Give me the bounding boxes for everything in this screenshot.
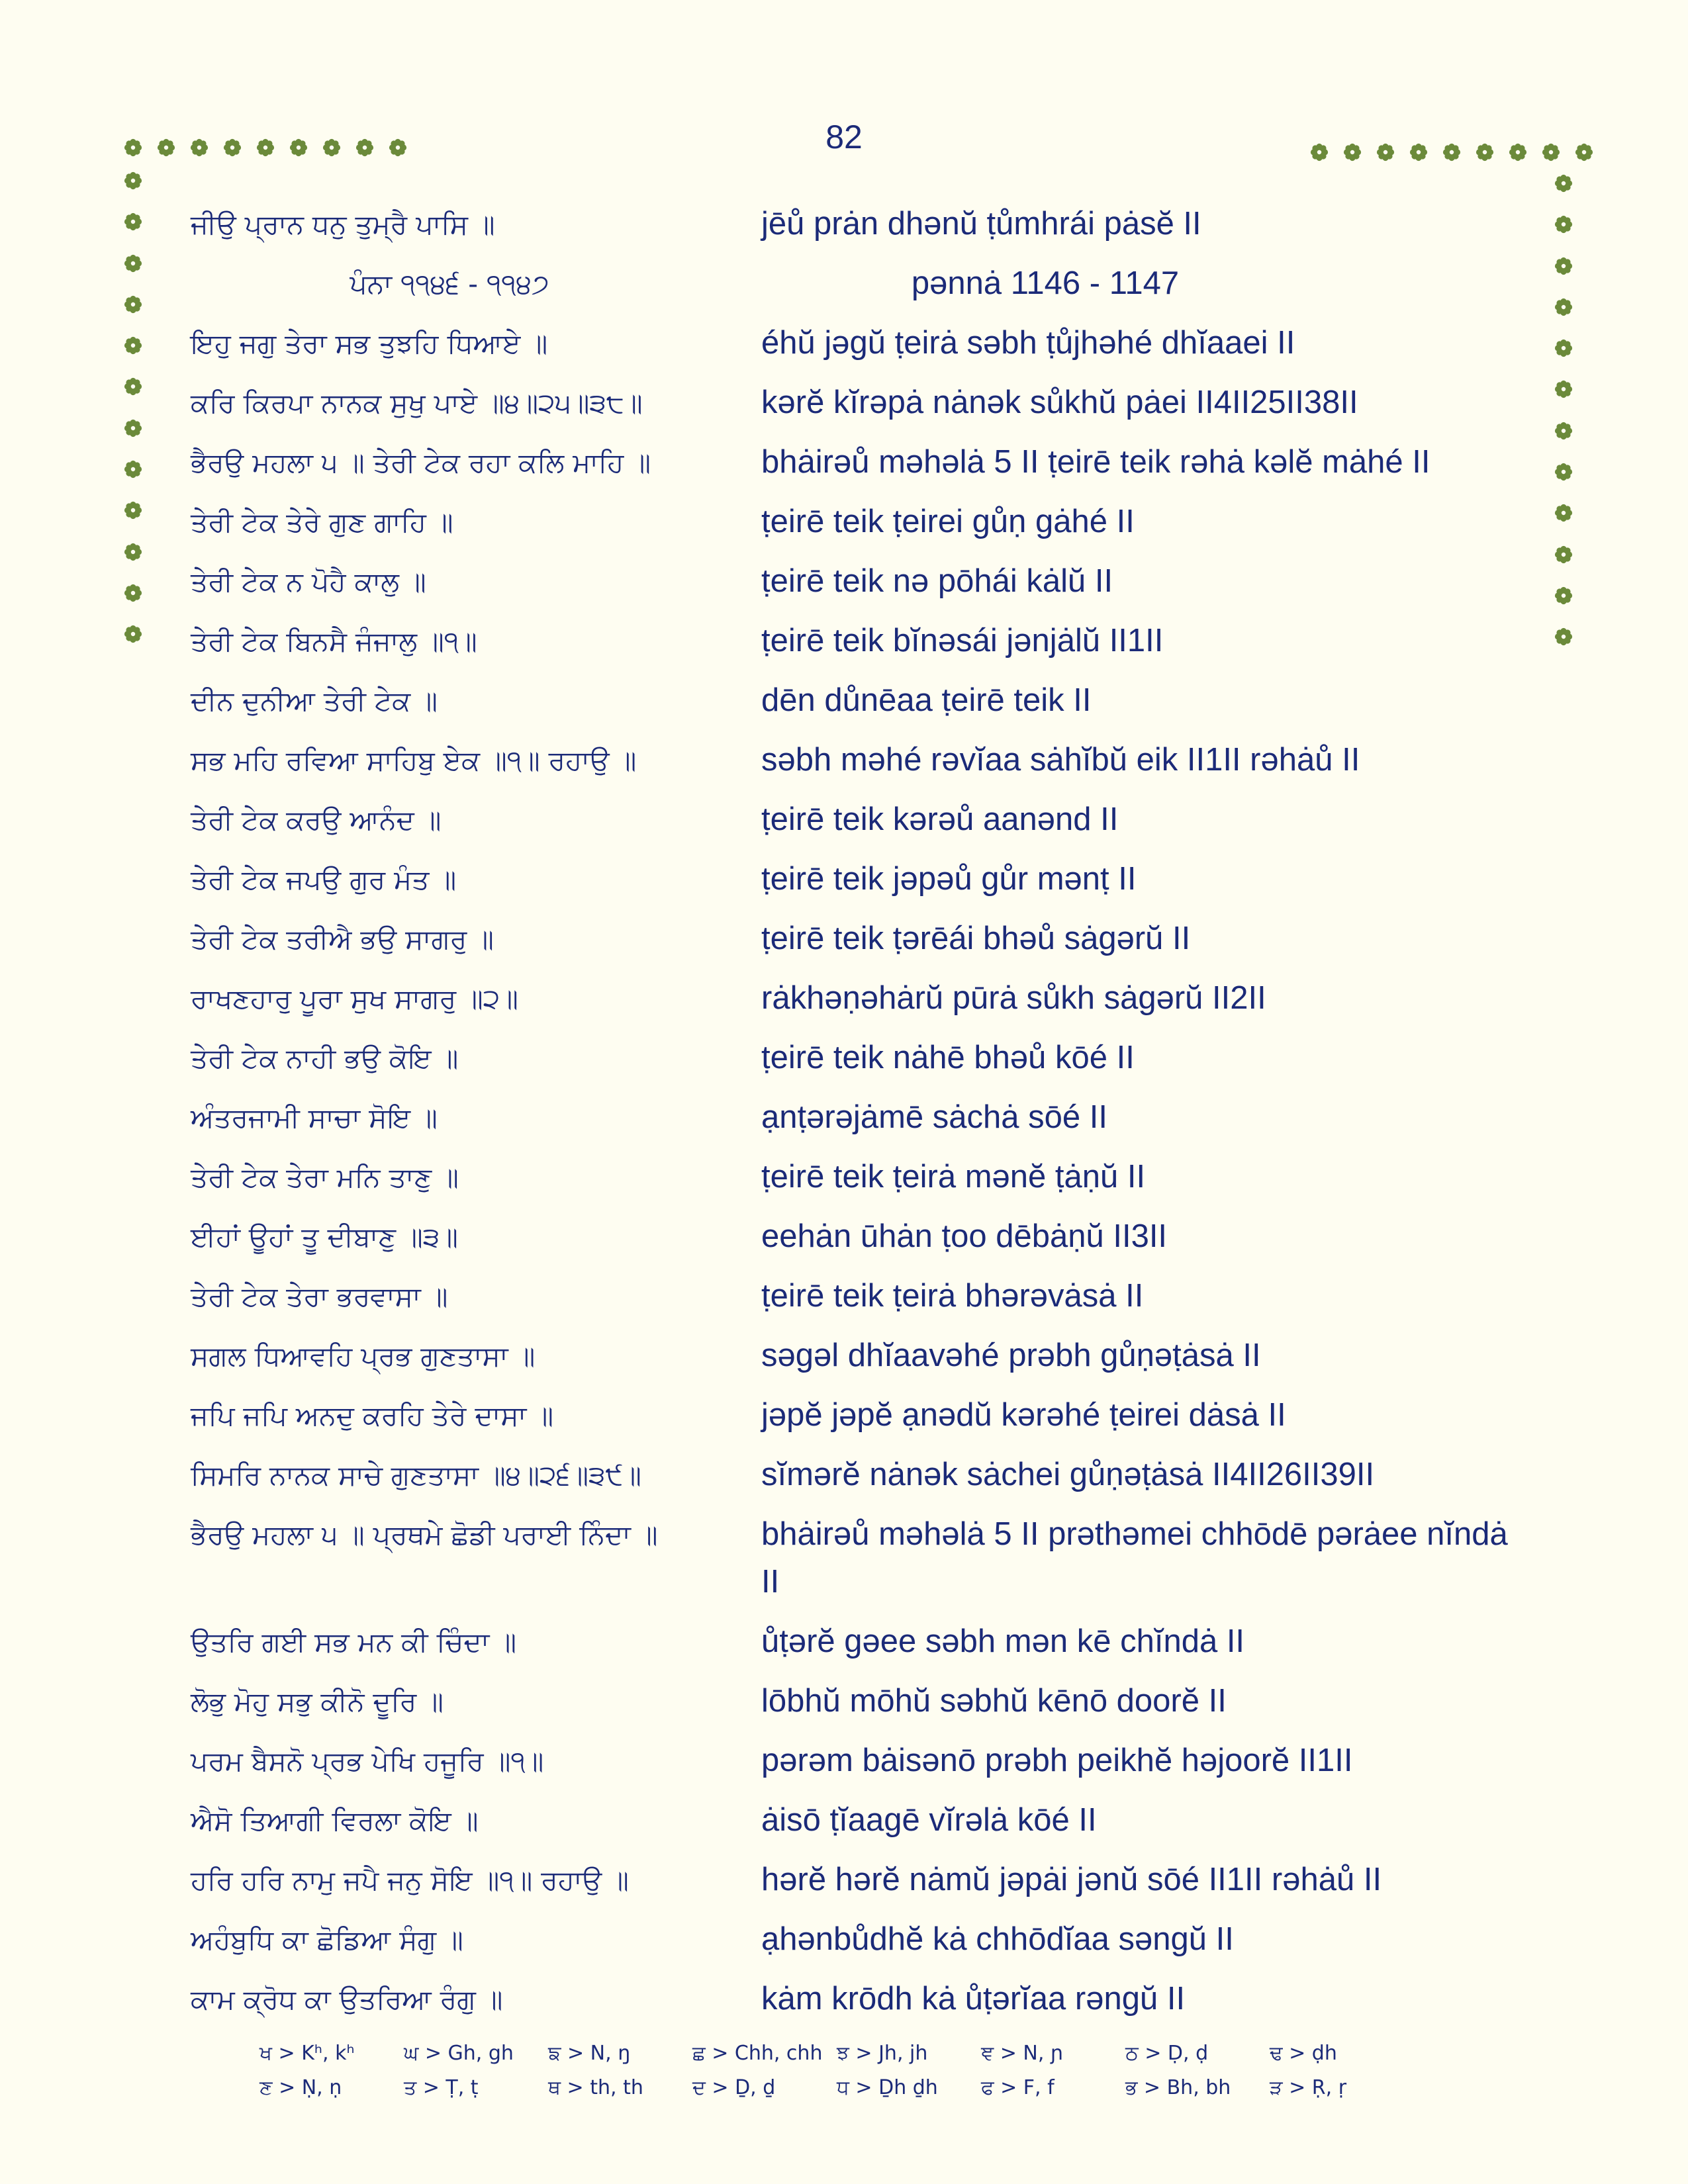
legend-item: ਧ > Ḏh ḏh xyxy=(837,2075,938,2099)
gurmukhi-text: ਤੇਰੀ ਟੇਕ ਨ ਪੋਹੈ ਕਾਲੁ ॥ xyxy=(191,566,426,598)
transliteration-text: bhȧirəů məhəlȧ 5 II ṭeirē teik rəhȧ kəlĕ mȧhé II xyxy=(761,444,1430,480)
verse-line xyxy=(191,733,1528,793)
verse-line xyxy=(191,1210,1528,1269)
legend-item: ਖ > Kʰ, kʰ xyxy=(259,2041,355,2065)
transliteration-text: bhȧirəů məhəlȧ 5 II prəthəmei chhōdē pərȧee nĭndȧ II xyxy=(761,1516,1508,1600)
flower-ornament-icon xyxy=(189,138,209,158)
transliteration-text: éhŭ jəgŭ ṭeirȧ səbh ṭůjhəhé dhĭaaei II xyxy=(761,325,1295,361)
legend-item: ਙ > N, ŋ xyxy=(548,2041,631,2065)
flower-ornament-icon xyxy=(123,459,143,479)
flower-border-top-right xyxy=(1309,142,1594,162)
legend-item: ਭ > Bh, bh xyxy=(1125,2075,1231,2099)
flower-ornament-icon xyxy=(123,212,143,232)
legend-item: ਞ > N, ɲ xyxy=(981,2041,1064,2065)
verse-line xyxy=(191,1508,1528,1615)
verse-line xyxy=(191,435,1528,495)
transliteration-text: səgəl dhĭaavəhé prəbh gůṇəṭȧsȧ II xyxy=(761,1338,1261,1373)
gurmukhi-text: ਉਤਰਿ ਗਈ ਸਭ ਮਨ ਕੀ ਚਿੰਦਾ ॥ xyxy=(191,1626,516,1658)
flower-ornament-icon xyxy=(123,138,143,158)
verse-line xyxy=(191,197,1528,257)
gurmukhi-text: ਇਹੁ ਜਗੁ ਤੇਰਾ ਸਭ ਤੁਝਹਿ ਧਿਆਏ ॥ xyxy=(191,328,548,359)
verse-line xyxy=(191,316,1528,376)
transliteration-text: lōbhŭ mōhŭ səbhŭ kēnō doorĕ II xyxy=(761,1683,1227,1719)
flower-ornament-icon xyxy=(123,542,143,562)
transliteration-text: ṭeirē teik nȧhē bhəů kōé II xyxy=(761,1040,1135,1075)
transliteration-text: səbh məhé rəvĭaa sȧhĭbŭ eik II1II rəhȧů II xyxy=(761,742,1360,778)
gurmukhi-text: ਭੈਰਉ ਮਹਲਾ ੫ ॥ ਤੇਰੀ ਟੇਕ ਰਹਾ ਕਲਿ ਮਾਹਿ ॥ xyxy=(191,447,651,478)
gurmukhi-text: ਤੇਰੀ ਟੇਕ ਤੇਰਾ ਮਨਿ ਤਾਣੁ ॥ xyxy=(191,1161,459,1193)
legend-row xyxy=(259,2036,1414,2070)
gurmukhi-text: ਤੇਰੀ ਟੇਕ ਤੇਰਾ ਭਰਵਾਸਾ ॥ xyxy=(191,1281,448,1312)
flower-ornament-icon xyxy=(388,138,408,158)
gurmukhi-text: ਸਿਮਰਿ ਨਾਨਕ ਸਾਚੇ ਗੁਣਤਾਸਾ ॥੪॥੨੬॥੩੯॥ xyxy=(191,1459,641,1491)
transliteration-text: ṭeirē teik ṭeirȧ bhərəvȧsȧ II xyxy=(761,1278,1144,1314)
gurmukhi-text: ਦੀਨ ਦੁਨੀਆ ਤੇਰੀ ਟੇਕ ॥ xyxy=(191,685,438,717)
transliteration-text: hərĕ hərĕ nȧmŭ jəpȧi jənŭ sōé II1II rəhȧů II xyxy=(761,1862,1382,1897)
verse-line xyxy=(191,1388,1528,1448)
flower-ornament-icon xyxy=(256,138,275,158)
flower-ornament-icon xyxy=(123,336,143,355)
flower-ornament-icon xyxy=(1554,214,1573,234)
gurmukhi-text: ਸਗਲ ਧਿਆਵਹਿ ਪ੍ਰਭ ਗੁਣਤਾਸਾ ॥ xyxy=(191,1340,536,1372)
transliteration-legend xyxy=(259,2036,1414,2105)
gurmukhi-text: ਪੰਨਾ ੧੧੪੬ - ੧੧੪੭ xyxy=(350,268,549,300)
transliteration-text: ṭeirē teik nə pōhái kȧlŭ II xyxy=(761,563,1113,599)
verse-line xyxy=(191,614,1528,674)
flower-ornament-icon xyxy=(123,624,143,644)
verse-line xyxy=(191,555,1528,614)
transliteration-text: eehȧn ūhȧn ṭoo dēbȧṇŭ II3II xyxy=(761,1218,1168,1254)
gurmukhi-text: ਭੈਰਉ ਮਹਲਾ ੫ ॥ ਪ੍ਰਥਮੇ ਛੋਡੀ ਪਰਾਈ ਨਿੰਦਾ ॥ xyxy=(191,1519,658,1551)
verse-line xyxy=(191,1853,1528,1913)
transliteration-text: sĭmərĕ nȧnək sȧchei gůṇəṭȧsȧ II4II26II39II xyxy=(761,1457,1375,1492)
flower-ornament-icon xyxy=(1442,142,1462,162)
verse-line xyxy=(191,1913,1528,1972)
flower-ornament-icon xyxy=(1554,545,1573,565)
legend-item: ਝ > Jh, jh xyxy=(837,2041,928,2065)
verse-line xyxy=(191,1269,1528,1329)
legend-item: ਤ > Ṭ, ṭ xyxy=(404,2075,479,2099)
flower-ornament-icon xyxy=(1554,503,1573,523)
transliteration-text: ṭeirē teik ṭeirei gůṇ gȧhé II xyxy=(761,504,1135,539)
legend-item: ਘ > Gh, gh xyxy=(404,2041,514,2065)
gurmukhi-text: ਤੇਰੀ ਟੇਕ ਤੇਰੇ ਗੁਣ ਗਾਹਿ ॥ xyxy=(191,506,453,538)
flower-ornament-icon xyxy=(123,295,143,314)
flower-ornament-icon xyxy=(1342,142,1362,162)
verse-line xyxy=(191,1031,1528,1091)
transliteration-text: ṭeirē teik kərəů aanənd II xyxy=(761,801,1119,837)
gurmukhi-text: ਕਾਮ ਕ੍ਰੋਧ ਕਾ ਉਤਰਿਆ ਰੰਗੁ ॥ xyxy=(191,1983,503,2015)
gurmukhi-text: ਕਰਿ ਕਿਰਪਾ ਨਾਨਕ ਸੁਖੁ ਪਾਏ ॥੪॥੨੫॥੩੮॥ xyxy=(191,387,643,419)
gurmukhi-text: ਜਪਿ ਜਪਿ ਅਨਦੁ ਕਰਹਿ ਤੇਰੇ ਦਾਸਾ ॥ xyxy=(191,1400,554,1432)
verse-line xyxy=(191,1972,1528,2032)
flower-border-right xyxy=(1554,173,1573,647)
flower-ornament-icon xyxy=(123,171,143,191)
gurmukhi-text: ਸਭ ਮਹਿ ਰਵਿਆ ਸਾਹਿਬੁ ਏਕ ॥੧॥ ਰਹਾਉ ॥ xyxy=(191,745,637,776)
transliteration-text: ṭeirē teik ṭeirȧ mənĕ ṭȧṇŭ II xyxy=(761,1159,1146,1195)
transliteration-text: rȧkhəṇəhȧrŭ pūrȧ sůkh sȧgərŭ II2II xyxy=(761,980,1266,1016)
transliteration-text: ṭeirē teik bĭnəsái jənjȧlŭ II1II xyxy=(761,623,1164,659)
flower-ornament-icon xyxy=(1376,142,1395,162)
legend-row xyxy=(259,2070,1414,2105)
gurmukhi-text: ਤੇਰੀ ਟੇਕ ਜਪਉ ਗੁਰ ਮੰਤ ॥ xyxy=(191,864,457,895)
flower-ornament-icon xyxy=(1554,256,1573,276)
flower-ornament-icon xyxy=(123,377,143,396)
verse-line xyxy=(191,1329,1528,1388)
flower-ornament-icon xyxy=(123,418,143,438)
flower-border-left xyxy=(123,171,143,644)
flower-ornament-icon xyxy=(322,138,342,158)
flower-ornament-icon xyxy=(289,138,308,158)
page-range-line xyxy=(191,257,1528,316)
gurmukhi-text: ਰਾਖਣਹਾਰੁ ਪੂਰਾ ਸੁਖ ਸਾਗਰੁ ॥੨॥ xyxy=(191,983,518,1015)
flower-ornament-icon xyxy=(1554,379,1573,399)
flower-ornament-icon xyxy=(123,253,143,273)
gurmukhi-text: ਐਸੋ ਤਿਆਗੀ ਵਿਰਲਾ ਕੋਇ ॥ xyxy=(191,1805,479,1837)
flower-ornament-icon xyxy=(1554,586,1573,606)
transliteration-text: ṭeirē teik ṭərēái bhəů sȧgərŭ II xyxy=(761,921,1191,956)
flower-ornament-icon xyxy=(1554,173,1573,193)
flower-border-top-left xyxy=(123,138,408,158)
gurmukhi-text: ਪਰਮ ਬੈਸਨੋ ਪ੍ਰਭ ਪੇਖਿ ਹਜੂਰਿ ॥੧॥ xyxy=(191,1745,544,1777)
transliteration-text: jēů prȧn dhənŭ ṭůmhrái pȧsĕ II xyxy=(761,206,1201,242)
gurmukhi-text: ਤੇਰੀ ਟੇਕ ਤਰੀਐ ਭਉ ਸਾਗਰੁ ॥ xyxy=(191,923,494,955)
transliteration-text: pərəm bȧisənō prəbh peikhĕ həjoorĕ II1II xyxy=(761,1743,1353,1778)
legend-item: ਠ > Ḍ, ḍ xyxy=(1125,2041,1209,2065)
gurmukhi-text: ਤੇਰੀ ਟੇਕ ਬਿਨਸੈ ਜੰਜਾਲੁ ॥੧॥ xyxy=(191,625,477,657)
gurmukhi-text: ਹਰਿ ਹਰਿ ਨਾਮੁ ਜਪੈ ਜਨੁ ਸੋਇ ॥੧॥ ਰਹਾਉ ॥ xyxy=(191,1864,629,1896)
verse-line xyxy=(191,495,1528,555)
flower-ornament-icon xyxy=(1574,142,1594,162)
legend-item: ਦ > Ḏ, ḏ xyxy=(692,2075,776,2099)
gurmukhi-text: ਲੋਭੁ ਮੋਹੁ ਸਭੁ ਕੀਨੋ ਦੂਰਿ ॥ xyxy=(191,1686,444,1717)
verse-line xyxy=(191,1615,1528,1674)
flower-ornament-icon xyxy=(1554,297,1573,317)
transliteration-text: ạnṭərəjȧmē sȧchȧ sōé II xyxy=(761,1099,1107,1135)
transliteration-text: ṭeirē teik jəpəů gůr mənṭ II xyxy=(761,861,1137,897)
gurmukhi-text: ਜੀਉ ਪ੍ਰਾਨ ਧਨੁ ਤੁਮ੍ਰੈ ਪਾਸਿ ॥ xyxy=(191,208,495,240)
flower-ornament-icon xyxy=(123,500,143,520)
transliteration-text: kȧm krōdh kȧ ůṭərĭaa rəngŭ II xyxy=(761,1981,1186,2017)
verse-line xyxy=(191,1674,1528,1734)
transliteration-text: ȧisō ṭĭaagē vĭrəlȧ kōé II xyxy=(761,1802,1097,1838)
flower-ornament-icon xyxy=(355,138,375,158)
gurmukhi-text: ਅੰਤਰਜਾਮੀ ਸਾਚਾ ਸੋਇ ॥ xyxy=(191,1102,438,1134)
verse-line xyxy=(191,674,1528,733)
verse-line xyxy=(191,793,1528,852)
transliteration-text: ạhənbůdhĕ kȧ chhōdĭaa səngŭ II xyxy=(761,1921,1234,1957)
flower-ornament-icon xyxy=(156,138,176,158)
transliteration-text: pənnȧ 1146 - 1147 xyxy=(911,265,1180,301)
gurmukhi-text: ਅਹੰਬੁਧਿ ਕਾ ਛੋਡਿਆ ਸੰਗੁ ॥ xyxy=(191,1924,463,1956)
flower-ornament-icon xyxy=(1554,627,1573,647)
flower-ornament-icon xyxy=(1475,142,1495,162)
verse-line xyxy=(191,1794,1528,1853)
flower-ornament-icon xyxy=(1508,142,1528,162)
verse-line xyxy=(191,972,1528,1031)
flower-ornament-icon xyxy=(1554,462,1573,482)
gurmukhi-text: ਈਹਾਂ ਊਹਾਂ ਤੂ ਦੀਬਾਣੁ ॥੩॥ xyxy=(191,1221,458,1253)
legend-item: ਣ > Ṇ, ṇ xyxy=(259,2075,342,2099)
flower-ornament-icon xyxy=(1554,421,1573,441)
legend-item: ਢ > ḍh xyxy=(1270,2041,1337,2065)
verse-line xyxy=(191,1091,1528,1150)
legend-item: ੜ > Ṛ, ṛ xyxy=(1270,2075,1347,2099)
verse-line xyxy=(191,1448,1528,1508)
verse-line xyxy=(191,1150,1528,1210)
gurmukhi-text: ਤੇਰੀ ਟੇਕ ਕਰਉ ਆਨੰਦ ॥ xyxy=(191,804,442,836)
transliteration-text: ůṭərĕ gəee səbh mən kē chĭndȧ II xyxy=(761,1623,1245,1659)
legend-item: ਥ > th, th xyxy=(548,2075,643,2099)
transliteration-text: dēn důnēaa ṭeirē teik II xyxy=(761,682,1092,718)
flower-ornament-icon xyxy=(123,583,143,603)
page-number: 82 xyxy=(825,118,863,156)
legend-item: ਫ > F, f xyxy=(981,2075,1055,2099)
flower-ornament-icon xyxy=(1541,142,1561,162)
flower-ornament-icon xyxy=(1309,142,1329,162)
flower-ornament-icon xyxy=(222,138,242,158)
transliteration-text: kərĕ kĭrəpȧ nȧnək sůkhŭ pȧei II4II25II38II xyxy=(761,385,1358,420)
flower-ornament-icon xyxy=(1409,142,1429,162)
flower-ornament-icon xyxy=(1554,338,1573,358)
verse-line xyxy=(191,376,1528,435)
transliteration-text: jəpĕ jəpĕ ạnədŭ kərəhé ṭeirei dȧsȧ II xyxy=(761,1397,1286,1433)
verse-list xyxy=(191,197,1528,2032)
legend-item: ਛ > Chh, chh xyxy=(692,2041,823,2065)
verse-line xyxy=(191,912,1528,972)
verse-line xyxy=(191,1734,1528,1794)
verse-line xyxy=(191,852,1528,912)
gurmukhi-text: ਤੇਰੀ ਟੇਕ ਨਾਹੀ ਭਉ ਕੋਇ ॥ xyxy=(191,1042,459,1074)
